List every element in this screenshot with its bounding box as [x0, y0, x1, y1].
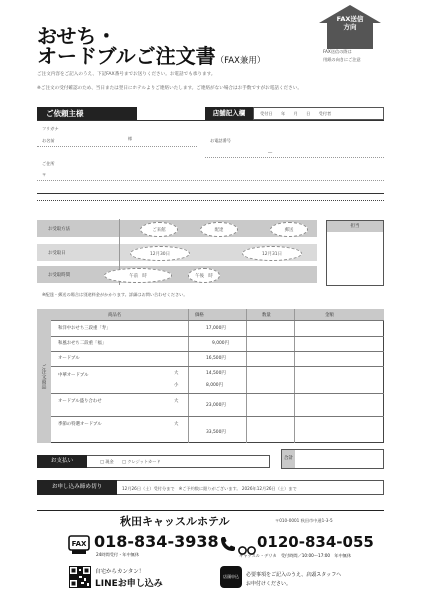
- name-label: お名前: [42, 138, 55, 143]
- fax-icon: [68, 535, 90, 555]
- title-line2: [37, 46, 265, 72]
- payment-options[interactable]: □ 現金 □ クレジットカード: [100, 459, 161, 464]
- product-row-4-price2: 8,000円: [206, 383, 223, 388]
- time-label: お受取時間: [48, 273, 70, 278]
- product-row-2-name: 和風おせち二段重「福」: [58, 341, 107, 346]
- line-text2[interactable]: LINEお申し込み: [95, 579, 163, 589]
- product-row-6-size: 大: [174, 422, 179, 427]
- store-fields-box[interactable]: [253, 107, 384, 120]
- product-row-5-price: 23,000円: [206, 403, 226, 408]
- product-row-1-name: 和洋中おせち三段重「寿」: [58, 326, 111, 331]
- deadline-text: 12月26日（土）受付分まで ※ご予約数に限りがございます。 2026年12月26日（土）まで: [122, 486, 297, 491]
- date-label: お受取日: [48, 251, 66, 256]
- phone-sep: ―: [268, 150, 273, 155]
- product-row-3-price: 16,500円: [206, 356, 226, 361]
- fax-badge-line1: FAX送信: [336, 15, 364, 23]
- hotel-address: 〒010-0001 秋田市中通1-3-5: [275, 518, 333, 523]
- store-icon-label: 店頭申込: [223, 574, 239, 579]
- deadline-label: お申し込み締め切り: [37, 480, 117, 495]
- products-side-label-cell: [37, 309, 51, 443]
- product-row-3-name: オードブル: [58, 356, 80, 361]
- product-row-4-size-a: 大: [174, 371, 179, 376]
- header-name: 商品名: [108, 313, 122, 318]
- address-label: ご住所: [42, 161, 55, 166]
- intro-line1: ご注文内容をご記入のうえ、下記FAX番号までお送りください。お電話でも承ります。: [37, 72, 216, 77]
- postal-mark[interactable]: 〒: [42, 172, 47, 177]
- phone-icon: [220, 536, 236, 552]
- time-option-am[interactable]: 午前 時: [104, 268, 172, 283]
- fax-badge-line2: 方向: [343, 23, 357, 31]
- date-option-30[interactable]: 12月30日: [130, 246, 190, 261]
- free-dial-icon: [238, 540, 256, 549]
- product-row-6-name: 季節の特選オードブル: [58, 422, 102, 427]
- product-row-1-price: 17,000円: [206, 326, 226, 331]
- name-honorific[interactable]: 様: [128, 136, 133, 141]
- product-row-4-price: 14,500円: [206, 371, 226, 376]
- title-suffix: （FAX兼用）: [215, 56, 266, 66]
- header-qty: 数量: [262, 313, 271, 318]
- receive-option-mail[interactable]: 郵送: [270, 222, 308, 237]
- fax-number[interactable]: 018-834-3938: [94, 532, 219, 551]
- fax-direction-badge: [319, 5, 381, 49]
- title-line1: おせち・: [37, 24, 117, 48]
- header-price: 価格: [195, 313, 204, 318]
- store-fields: 受付日 年 月 日 受付者: [260, 111, 332, 116]
- delivery-note: ※配達・郵送の場合は別途料金がかかります。詳細はお問い合わせください。: [42, 292, 188, 297]
- store-icon: [220, 566, 242, 588]
- tel-number[interactable]: 0120-834-055: [257, 533, 374, 551]
- payment-label: お支払い: [37, 455, 87, 468]
- title-main: オードブルご注文書: [37, 44, 216, 68]
- receive-label: お受取方法: [48, 227, 70, 232]
- tel-caption: キャッスル・デリカ 受付時間／10:00〜17:00 年中無休: [239, 553, 352, 558]
- fax-icon-text: FAX: [71, 540, 87, 548]
- fax-note-line2: 用紙の向きにご注意: [323, 57, 361, 62]
- staff-label: 担当: [327, 221, 383, 232]
- store-label: 店舗記入欄: [205, 107, 253, 120]
- intro-line2: ※ご注文の受付確認のため、当日または翌日にホテルよりご連絡いたします。ご連絡がない場合はお手数ですがお電話ください。: [37, 86, 302, 91]
- orderer-label: ご依頼主様: [37, 107, 137, 120]
- fax-note-line1: FAX送信の際は: [323, 49, 352, 54]
- products-side-label: ご注文商品: [40, 363, 47, 389]
- furigana-label: フリガナ: [42, 126, 59, 131]
- product-row-2-price: 9,000円: [212, 341, 229, 346]
- product-row-4-size-b: 小: [174, 383, 179, 388]
- staff-box[interactable]: [326, 220, 384, 286]
- total-label: 合計: [282, 450, 295, 468]
- product-row-4-name: 中華オードブル: [58, 373, 89, 378]
- date-option-31[interactable]: 12月31日: [242, 246, 302, 261]
- notice-text1: 必要事項をご記入のうえ、店頭スタッフへ: [246, 572, 342, 578]
- receive-option-visit[interactable]: ご来館: [140, 222, 178, 237]
- products-header-row: [51, 309, 384, 320]
- product-row-5-size: 大: [174, 399, 179, 404]
- time-option-pm[interactable]: 午後 時: [188, 268, 220, 283]
- product-row-5-name: オードブル盛り合わせ: [58, 399, 102, 404]
- product-row-6-price: 33,500円: [206, 430, 226, 435]
- receive-option-delivery[interactable]: 配達: [200, 222, 238, 237]
- notice-text2: お申付けください。: [246, 581, 292, 587]
- header-amount: 金額: [325, 313, 334, 318]
- phone-label: お電話番号: [210, 138, 231, 143]
- fax-hours: 24時間受付・年中無休: [96, 552, 140, 557]
- total-box[interactable]: [281, 449, 384, 469]
- qr-code-icon[interactable]: [69, 566, 91, 588]
- hotel-name: 秋田キャッスルホテル: [120, 515, 230, 528]
- line-text1: 自宅からカンタン！: [95, 569, 145, 575]
